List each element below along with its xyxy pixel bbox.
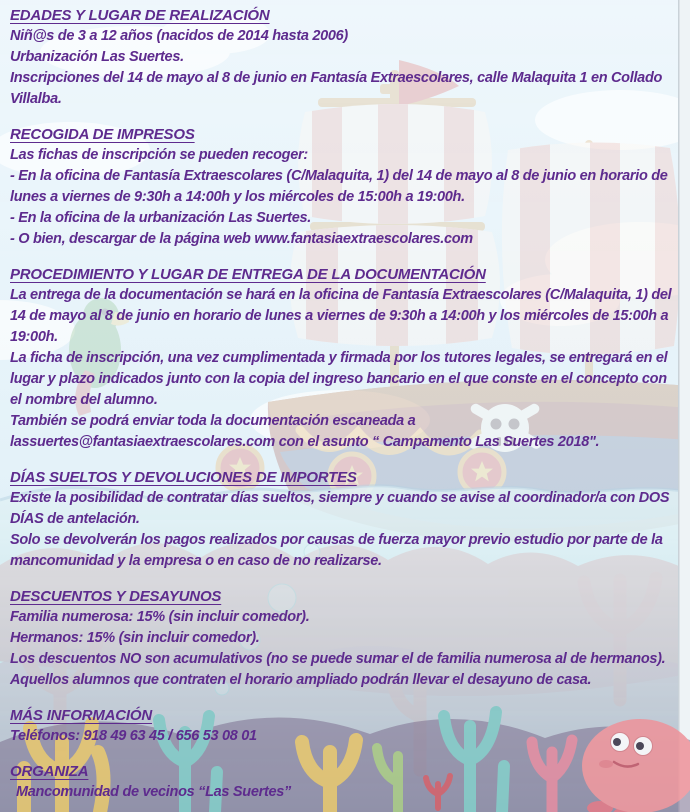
paragraph: La ficha de inscripción, una vez cumplimentada y firmada por los tutores legales, se entregará en el lugar y plazo indicados junto con la copia del ingreso bancario en el que conste en el concepto con el nombre del alumno. <box>10 350 668 408</box>
paragraph: Niñ@s de 3 a 12 años (nacidos de 2014 hasta 2006) <box>10 28 348 44</box>
section-edades-y-lugar <box>10 5 674 110</box>
section-organiza <box>10 761 674 803</box>
section-descuentos-desayunos <box>10 586 674 691</box>
section-recogida-impresos <box>10 124 674 250</box>
paragraph: - En la oficina de Fantasía Extraescolares (C/Malaquita, 1) del 14 de mayo al 8 de junio en horario de lunes a viernes de 9:30h a 14:00h y los miércoles de 15:00h a 19:00h. <box>10 168 668 205</box>
section-title: DESCUENTOS Y DESAYUNOS <box>10 588 222 605</box>
paragraph: - En la oficina de la urbanización Las Suertes. <box>10 210 311 226</box>
paragraph: Mancomunidad de vecinos “Las Suertes” <box>16 784 291 800</box>
paragraph: También se podrá enviar toda la documentación escaneada a lassuertes@fantasiaextraescolares.com con el asunto “ Campamento Las Suertes 2018". <box>10 413 600 450</box>
paragraph: Teléfonos: 918 49 63 45 / 656 53 08 01 <box>10 728 257 744</box>
section-dias-sueltos <box>10 467 674 572</box>
paragraph: Las fichas de inscripción se pueden recoger: <box>10 147 308 163</box>
section-title: PROCEDIMIENTO Y LUGAR DE ENTREGA DE LA DOCUMENTACIÓN <box>10 266 486 283</box>
paragraph: La entrega de la documentación se hará en la oficina de Fantasía Extraescolares (C/Malaquita, 1) del 14 de mayo al 8 de junio en horario de lunes a viernes de 9:30h a 14:00h y los miércoles de 15:00h a 19:00h. <box>10 287 672 345</box>
paragraph: Solo se devolverán los pagos realizados por causas de fuerza mayor previo estudio por parte de la mancomunidad y la empresa o en caso de no realizarse. <box>10 532 663 569</box>
section-mas-informacion <box>10 705 674 747</box>
paragraph: Familia numerosa: 15% (sin incluir comedor). <box>10 609 310 625</box>
paragraph: Inscripciones del 14 de mayo al 8 de junio en Fantasía Extraescolares, calle Malaquita 1 en Collado Villalba. <box>10 70 663 107</box>
section-title: EDADES Y LUGAR DE REALIZACIÓN <box>10 7 270 24</box>
paragraph: Existe la posibilidad de contratar días sueltos, siempre y cuando se avise al coordinador/a con DOS DÍAS de antelación. <box>10 490 670 527</box>
paragraph: Urbanización Las Suertes. <box>10 49 184 65</box>
section-procedimiento-entrega <box>10 264 674 453</box>
section-title: ORGANIZA <box>10 763 89 780</box>
paragraph: Aquellos alumnos que contraten el horario ampliado podrán llevar el desayuno de casa. <box>10 672 592 688</box>
paragraph: - O bien, descargar de la página web www.fantasiaextraescolares.com <box>10 231 473 247</box>
paragraph: Hermanos: 15% (sin incluir comedor). <box>10 630 260 646</box>
section-title: DÍAS SUELTOS Y DEVOLUCIONES DE IMPORTES <box>10 469 357 486</box>
paragraph: Los descuentos NO son acumulativos (no se puede sumar el de familia numerosa al de hermanos). <box>10 651 666 667</box>
section-title: MÁS INFORMACIÓN <box>10 707 152 724</box>
section-title: RECOGIDA DE IMPRESOS <box>10 126 195 143</box>
